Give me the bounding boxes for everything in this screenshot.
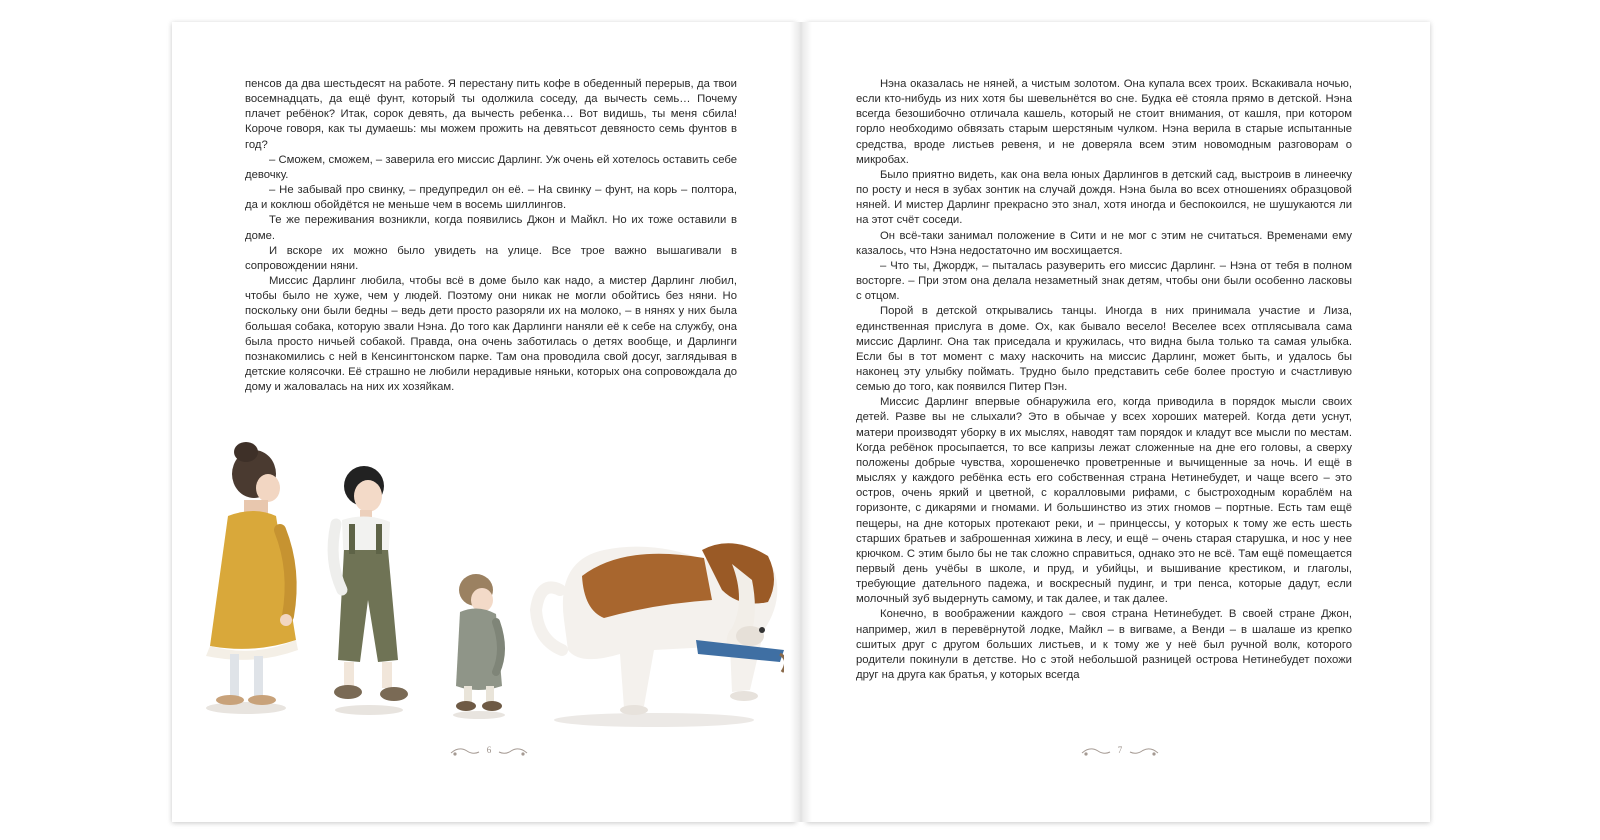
right-page-text: [856, 77, 1352, 683]
page-number-right: [1080, 744, 1160, 760]
boy-figure: [333, 466, 408, 701]
paragraph: Миссис Дарлинг впервые обнаружила его, когда приводила в порядок мысли своих детей. Разве вы не слыхали? Это в обычае у всех хороших матерей. Когда дети уснут, матери производят уборку в их мыслях, наводят там порядок и кладут все мысли по местам. Когда ребёнок просыпается, то все капризы лежат сложенные на дне его головы, а сверху положены добрые чувства, хорошенечко проветренные и вычищенные за ночь. И ещё в мыслях у каждого ребёнка есть его собственная страна Нетинебудет, и чаще всего – это остров, очень яркий и цветной, с коралловыми рифами, с быстроходным кораблём на горизонте, с дикарями и гномами. И большинство из этих гномов – портные. Есть там ещё пещеры, на дне которых протекают реки, и – принцессы, у которых к тому же есть шесть старших братьев и заброшенная хижина в лесу, и ещё – очень старая старушка, и нос у нее крючком. С этим было бы не так сложно справиться, однако это не всё. Там ещё помещается первый день учёбы в школе, и пруд, и убийцы, и вышивание крестиком, и глаголы, требующие дательного падежа, и воскресный пудинг, и три пенса, которые дадут, если молочный зуб выдернуть самому, и так далее, и так далее.: [856, 396, 1352, 606]
paragraph: – Сможем, сможем, – заверила его миссис Дарлинг. Уж очень ей хотелось оставить себе девочку.: [245, 153, 737, 181]
page-number-left: [449, 744, 529, 760]
page-number: 7: [1115, 745, 1126, 755]
book-spread: [172, 22, 1430, 822]
left-page-text: [245, 77, 737, 395]
left-page: [172, 22, 796, 822]
paragraph: – Не забывай про свинку, – предупредил он её. – На свинку – фунт, на корь – полтора, да и коклюш обойдётся не меньше чем в восемь шиллингов.: [245, 184, 737, 212]
right-page: [806, 22, 1430, 822]
illustration-children-and-dog: [184, 440, 784, 730]
paragraph: пенсов да два шестьдесят на работе. Я перестану пить кофе в обеденный перерыв, да твои восемнадцать, да ещё фунт, который ты одолжила соседу, да вычесть семь… Почему плачет ребёнок? Итак, сорок девять, да вычесть ребенка… Вот видишь, ты меня сбила! Короче говоря, как ты думаешь: мы можем прожить на девятьсот девяносто семь фунтов в год?: [245, 78, 737, 151]
girl-figure: [206, 442, 298, 705]
dog-figure: [536, 543, 784, 715]
paragraph: Нэна оказалась не няней, а чистым золотом. Она купала всех троих. Вскакивала ночью, если кто-нибудь из них хотя бы шевельнётся во сне. Будка её стояла прямо в детской. Нэна всегда безошибочно отличала кашель, который не стоит внимания, от кашля, при котором горло необходимо обвязать старым шерстяным чулком. Нэна верила в старые испытанные средства, вроде листьев ревеня, и не доверяла всем этим новомодным разговорам о микробах.: [856, 78, 1352, 166]
paragraph: Он всё-таки занимал положение в Сити и не мог с этим не считаться. Временами ему казалось, что Нэна недостаточно им восхищается.: [856, 229, 1352, 257]
toddler-figure: [456, 574, 502, 711]
paragraph: Конечно, в воображении каждого – своя страна Нетинебудет. В своей стране Джон, например, жил в перевёрнутой лодке, Майкл – в вигваме, а Венди – в шалаше из крепко сшитых друг с другом больших листьев, и к тому же у неё был ручной волк, которого родители покинули в детстве. Но с этой небольшой разницей острова Нетинебудет похожи друг на друга как братья, у которых всегда: [856, 608, 1352, 682]
paragraph: Было приятно видеть, как она вела юных Дарлингов в детский сад, выстроив в линеечку по росту и неся в зубах зонтик на случай дождя. Нэна была во всех отношениях образцовой няней. И мистер Дарлинг прекрасно это знал, хотя иногда и беспокоился, не шушукаются ли на этот счёт соседи.: [856, 168, 1352, 227]
paragraph: Порой в детской открывались танцы. Иногда в них принимала участие и Лиза, единственная прислуга в доме. Ох, как бывало весело! Веселее всех отплясывала сама миссис Дарлинг. Она так приседала и кружилась, что видна была только та самая улыбка. Если бы в тот момент с маху наскочить на миссис Дарлинг, может быть, и удалось бы наконец эту улыбку поймать. Трудно было представить себе более простую и счастливую семью до того, как появился Питер Пэн.: [856, 305, 1352, 394]
paragraph: И вскоре их можно было увидеть на улице. Все трое важно вышагивали в сопровождении няни.: [245, 244, 737, 272]
paragraph: – Что ты, Джордж, – пыталась разуверить его миссис Дарлинг. – Нэна от тебя в полном восторге. – При этом она делала незаметный знак детям, чтобы они были особенно ласковы с отцом.: [856, 259, 1352, 303]
book-gutter: [790, 22, 812, 822]
page-number: 6: [484, 745, 495, 755]
paragraph: Миссис Дарлинг любила, чтобы всё в доме было как надо, а мистер Дарлинг любил, чтобы было не хуже, чем у людей. Поэтому они никак не могли обойтись без няни. Но поскольку они были бедны – ведь дети просто разоряли их на молоко, – в нянях у них была большая собака, которую звали Нэна. До того как Дарлинги наняли её к себе на службу, она была просто ничьей собакой. Правда, она очень заботилась о детях вообще, и Дарлинги познакомились с ней в Кенсингтонском парке. Там она проводила свой досуг, заглядывая в детские колясочки. Её страшно не любили нерадивые няньки, которых она сопровождала до дому и жаловалась на них их хозяйкам.: [245, 275, 737, 394]
paragraph: Те же переживания возникли, когда появились Джон и Майкл. Но их тоже оставили в доме.: [245, 214, 737, 242]
